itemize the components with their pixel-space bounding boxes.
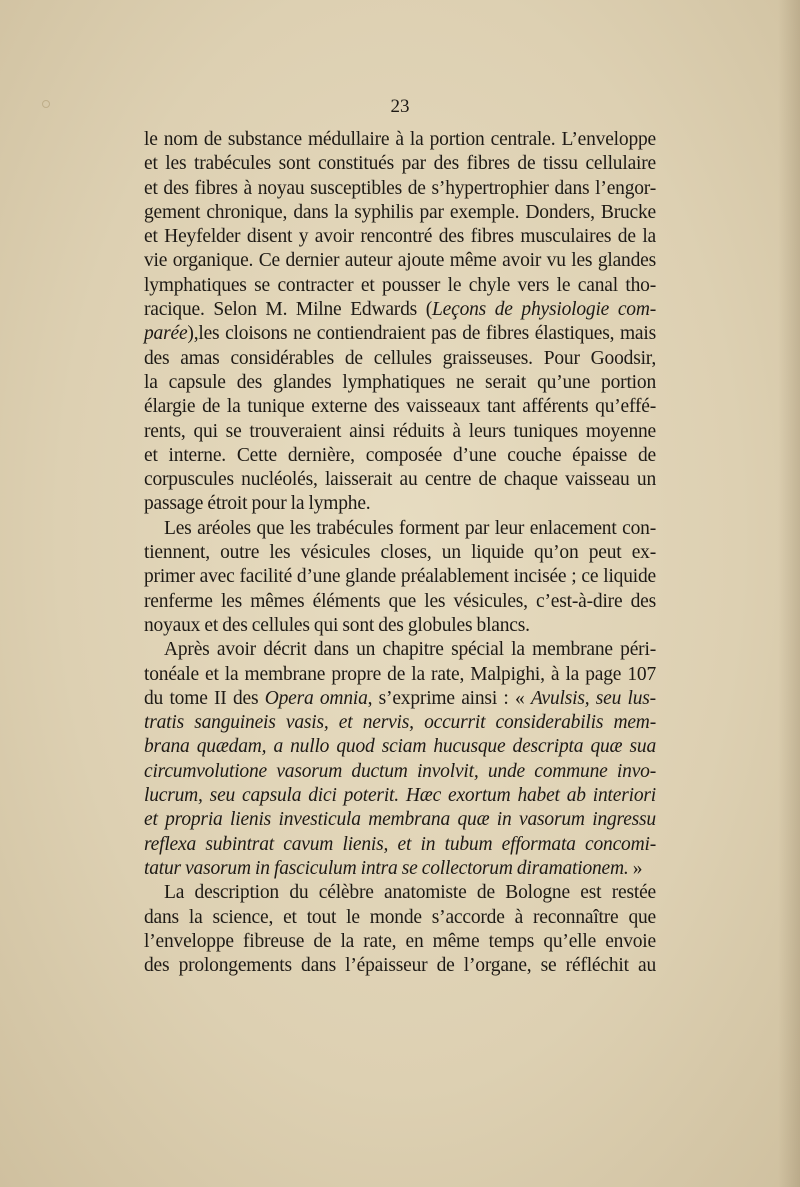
text-line [144,541,656,565]
text-segment: primer avec facilité d’une glande préalablement incisée ; ce liquide [144,566,656,588]
text-segment: lymphatiques se contracter et pousser le chyle vers le canal tho- [144,274,656,296]
text-segment: élargie de la tunique externe des vaisseaux tant afférents qu’effé- [144,396,656,418]
text-line [144,347,656,371]
italic-text-segment: circumvolutione vasorum ductum involvit, unde commune invo- [144,760,656,782]
text-line [144,906,656,930]
text-segment: renferme les mêmes éléments que les vésicules, c’est-à-dire des [144,590,656,612]
italic-text-segment: parée [144,323,188,345]
text-line [144,177,656,201]
text-segment: ),les cloisons ne contiendraient pas de fibres élastiques, mais [187,323,656,345]
text-segment: dans la science, et tout le monde s’accorde à reconnaître que [144,906,656,928]
text-segment: du tome II des [144,687,265,709]
text-line [144,760,656,784]
text-segment: racique. Selon M. Milne Edwards ( [144,299,433,321]
italic-text-segment: et propria lienis investicula membrana quæ in vasorum ingressu [144,809,656,831]
text-line [144,128,656,152]
text-line [144,663,656,687]
text-line [144,468,656,492]
text-segment: La description du célèbre anatomiste de Bologne est restée [164,882,656,904]
italic-text-segment: tratis sanguineis vasis, et nervis, occurrit considerabilis mem- [144,712,656,734]
text-line [144,833,656,857]
text-line [144,298,656,322]
text-line [144,590,656,614]
text-segment: et les trabécules sont constitués par des fibres de tissu cellulaire [144,153,656,175]
text-segment: tonéale et la membrane propre de la rate, Malpighi, à la page 107 [144,663,656,685]
text-line [144,371,656,395]
italic-text-segment: lucrum, seu capsula dici poterit. Hæc exortum habet ab interiori [144,785,656,807]
text-segment: des prolongements dans l’épaisseur de l’organe, se réfléchit au [144,955,656,977]
text-line [144,614,656,638]
page-number: 23 [390,96,410,117]
italic-text-segment: Opera omnia [264,687,368,709]
italic-text-segment: brana quædam, a nullo quod sciam hucusque descripta quæ sua [144,736,656,758]
text-segment: Après avoir décrit dans un chapitre spécial la membrane péri- [164,639,656,661]
text-segment: des amas considérables de cellules graisseuses. Pour Goodsir, [144,347,656,369]
page-edge-shadow [778,0,800,1187]
text-line [144,808,656,832]
text-line [144,735,656,759]
text-line [144,881,656,905]
text-line [144,322,656,346]
italic-text-segment: Leçons de physiologie com- [432,299,656,321]
text-line [144,201,656,225]
text-segment: passage étroit pour la lymphe. [144,493,371,515]
text-line [144,784,656,808]
text-line [144,687,656,711]
italic-text-segment: Avulsis, seu lus- [530,687,656,709]
text-segment: vie organique. Ce dernier auteur ajoute même avoir vu les glandes [144,250,656,272]
text-segment: , s’exprime ainsi : « [367,687,531,709]
text-line [144,152,656,176]
text-line [144,420,656,444]
body-text [144,128,656,978]
text-segment: noyaux et des cellules qui sont des globules blancs. [144,614,530,636]
text-line [144,225,656,249]
text-segment: et Heyfelder disent y avoir rencontré des fibres musculaires de la [144,226,656,248]
text-line [144,954,656,978]
text-segment: Les aréoles que les trabécules forment par leur enlacement con- [164,517,656,539]
text-line [144,249,656,273]
text-segment: la capsule des glandes lymphatiques ne serait qu’une portion [144,371,656,393]
text-segment: gement chronique, dans la syphilis par exemple. Donders, Brucke [144,201,656,223]
italic-text-segment: reflexa subintrat cavum lienis, et in tubum efformata concomi- [144,833,656,855]
text-segment: corpuscules nucléolés, laisserait au centre de chaque vaisseau un [144,469,656,491]
text-line [144,930,656,954]
text-segment: rents, qui se trouveraient ainsi réduits à leurs tuniques moyenne [144,420,656,442]
text-line [144,638,656,662]
text-line [144,857,656,881]
italic-text-segment: tatur vasorum in fasciculum intra se collectorum diramationem. [144,857,629,879]
text-segment: » [628,857,643,879]
text-segment: l’enveloppe fibreuse de la rate, en même temps qu’elle envoie [144,930,656,952]
text-line [144,395,656,419]
text-segment: et des fibres à noyau susceptibles de s’hypertrophier dans l’engor- [144,177,656,199]
text-line [144,711,656,735]
text-line [144,492,656,516]
text-line [144,274,656,298]
text-line [144,517,656,541]
text-line [144,565,656,589]
text-segment: et interne. Cette dernière, composée d’une couche épaisse de [144,444,656,466]
text-segment: le nom de substance médullaire à la portion centrale. L’enveloppe [144,129,656,150]
text-line [144,444,656,468]
text-segment: tiennent, outre les vésicules closes, un liquide qu’on peut ex- [144,542,656,564]
